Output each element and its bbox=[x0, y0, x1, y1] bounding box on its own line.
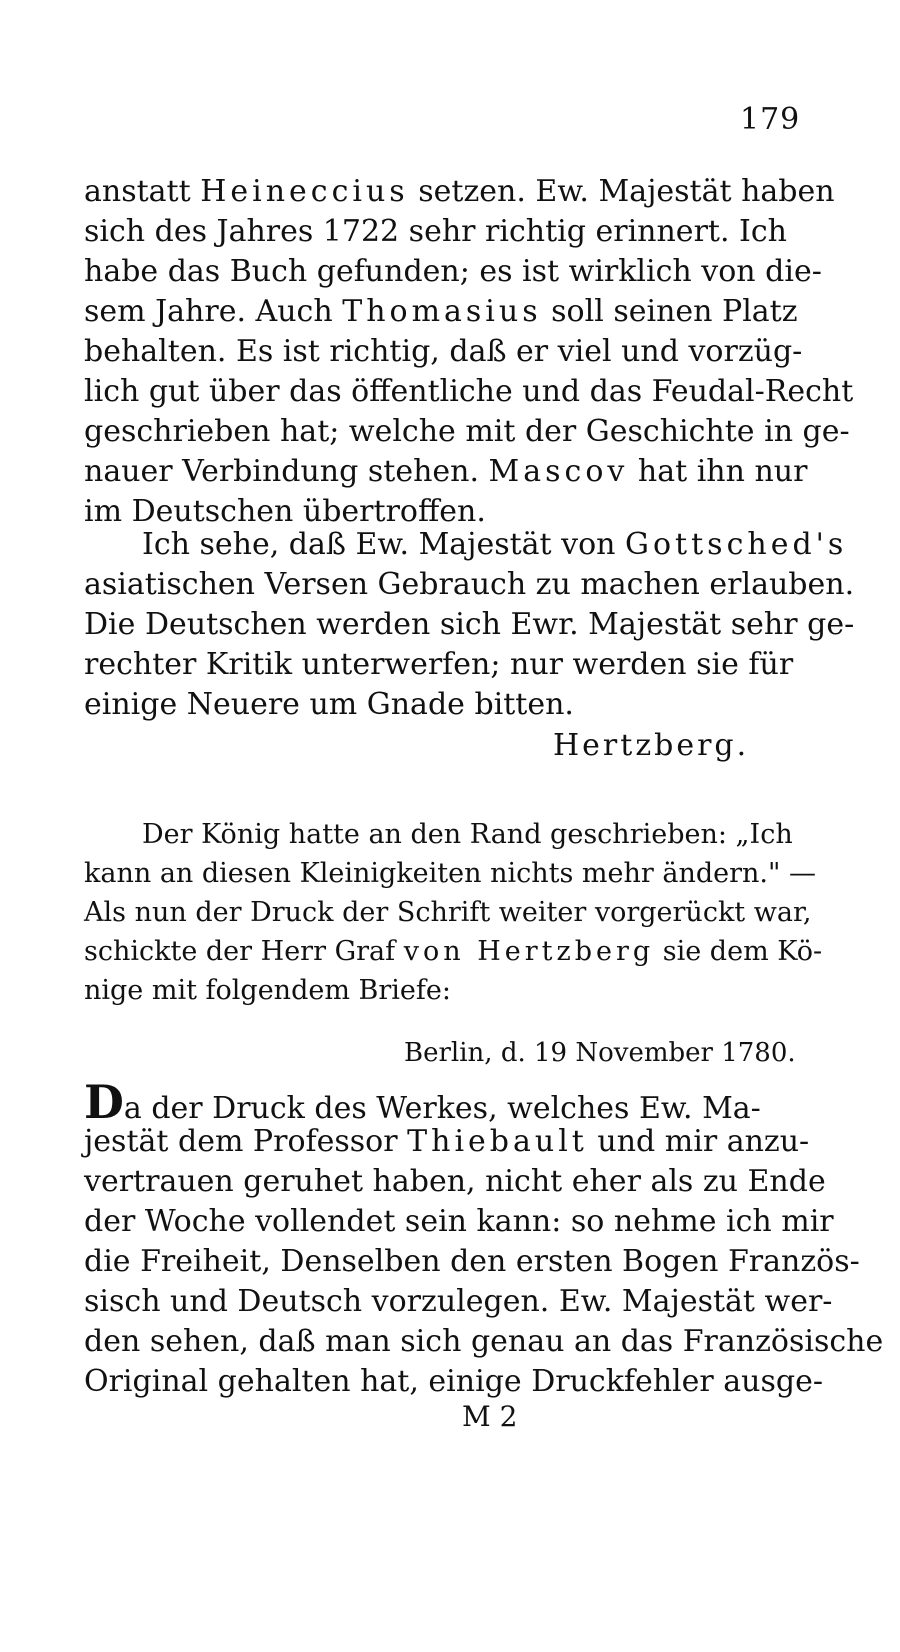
text-line: Die Deutschen werden sich Ewr. Majestät sehr ge- bbox=[84, 607, 855, 642]
paragraph-1 bbox=[84, 172, 854, 532]
spaced-name: Thomasius bbox=[342, 294, 542, 329]
drop-cap: D bbox=[84, 1075, 124, 1129]
text-line: geschrieben hat; welche mit der Geschichte in ge- bbox=[84, 414, 850, 449]
letter-body bbox=[84, 1075, 884, 1402]
text-line: Der König hatte an den Rand geschrieben: „Ich bbox=[142, 819, 793, 850]
text-line bbox=[84, 292, 798, 332]
text-line bbox=[84, 1075, 774, 1129]
text-line bbox=[84, 932, 823, 971]
spaced-name: Thiebault bbox=[407, 1124, 588, 1159]
text-span: nauer Verbindung stehen. bbox=[84, 454, 489, 489]
text-span: jestät dem Professor bbox=[84, 1124, 408, 1159]
text-line: nige mit folgendem Briefe: bbox=[84, 975, 451, 1006]
text-line bbox=[84, 525, 848, 565]
text-span: schickte der Herr Graf bbox=[84, 936, 404, 967]
text-line: lich gut über das öffentliche und das Feudal-Recht bbox=[84, 374, 854, 409]
text-line: kann an diesen Kleinigkeiten nichts mehr ändern." — bbox=[84, 858, 817, 889]
text-line: die Freiheit, Denselben den ersten Bogen Französ- bbox=[84, 1244, 860, 1279]
text-line: rechter Kritik unterwerfen; nur werden sie für bbox=[84, 647, 794, 682]
text-line bbox=[84, 172, 835, 212]
text-span: setzen. Ew. Majestät haben bbox=[408, 174, 835, 209]
text-span: anstatt bbox=[84, 174, 201, 209]
text-line: im Deutschen übertroffen. bbox=[84, 494, 486, 529]
page-number: 179 bbox=[740, 102, 801, 137]
text-span: soll seinen Platz bbox=[541, 294, 798, 329]
signature: Hertzberg. bbox=[553, 728, 750, 763]
text-line: den sehen, daß man sich genau an das Französische bbox=[84, 1324, 884, 1359]
spaced-name: Heineccius bbox=[200, 174, 409, 209]
text-span: sem Jahre. Auch bbox=[84, 294, 343, 329]
text-line: Original gehalten hat, einige Druckfehler ausge- bbox=[84, 1364, 823, 1399]
text-line: asiatischen Versen Gebrauch zu machen erlauben. bbox=[84, 567, 855, 602]
text-line: behalten. Es ist richtig, daß er viel und vorzüg- bbox=[84, 334, 803, 369]
text-span: a der Druck des Werkes, welches Ew. Ma- bbox=[123, 1091, 761, 1126]
spaced-name: von Hertzberg bbox=[403, 936, 655, 967]
text-line: der Woche vollendet sein kann: so nehme ich mir bbox=[84, 1204, 834, 1239]
text-line: Als nun der Druck der Schrift weiter vorgerückt war, bbox=[84, 897, 812, 928]
spaced-name: Mascov bbox=[488, 454, 629, 489]
letter-dateline: Berlin, d. 19 November 1780. bbox=[404, 1038, 796, 1068]
text-line: sisch und Deutsch vorzulegen. Ew. Majestät wer- bbox=[84, 1284, 833, 1319]
paragraph-2 bbox=[84, 525, 855, 725]
text-span: hat ihn nur bbox=[628, 454, 808, 489]
text-line bbox=[84, 452, 808, 492]
text-line: sich des Jahres 1722 sehr richtig erinnert. Ich bbox=[84, 214, 788, 249]
paragraph-3 bbox=[84, 815, 823, 1010]
text-span: und mir anzu- bbox=[587, 1124, 810, 1159]
text-span: Ich sehe, daß Ew. Majestät von bbox=[142, 527, 626, 562]
text-line: einige Neuere um Gnade bitten. bbox=[84, 687, 574, 722]
text-span: sie dem Kö- bbox=[654, 936, 823, 967]
spaced-name: Gottsched's bbox=[625, 527, 848, 562]
text-line: habe das Buch gefunden; es ist wirklich von die- bbox=[84, 254, 822, 289]
text-line bbox=[84, 1122, 810, 1162]
signature-mark: M 2 bbox=[462, 1400, 518, 1433]
text-line: vertrauen geruhet haben, nicht eher als zu Ende bbox=[84, 1164, 826, 1199]
